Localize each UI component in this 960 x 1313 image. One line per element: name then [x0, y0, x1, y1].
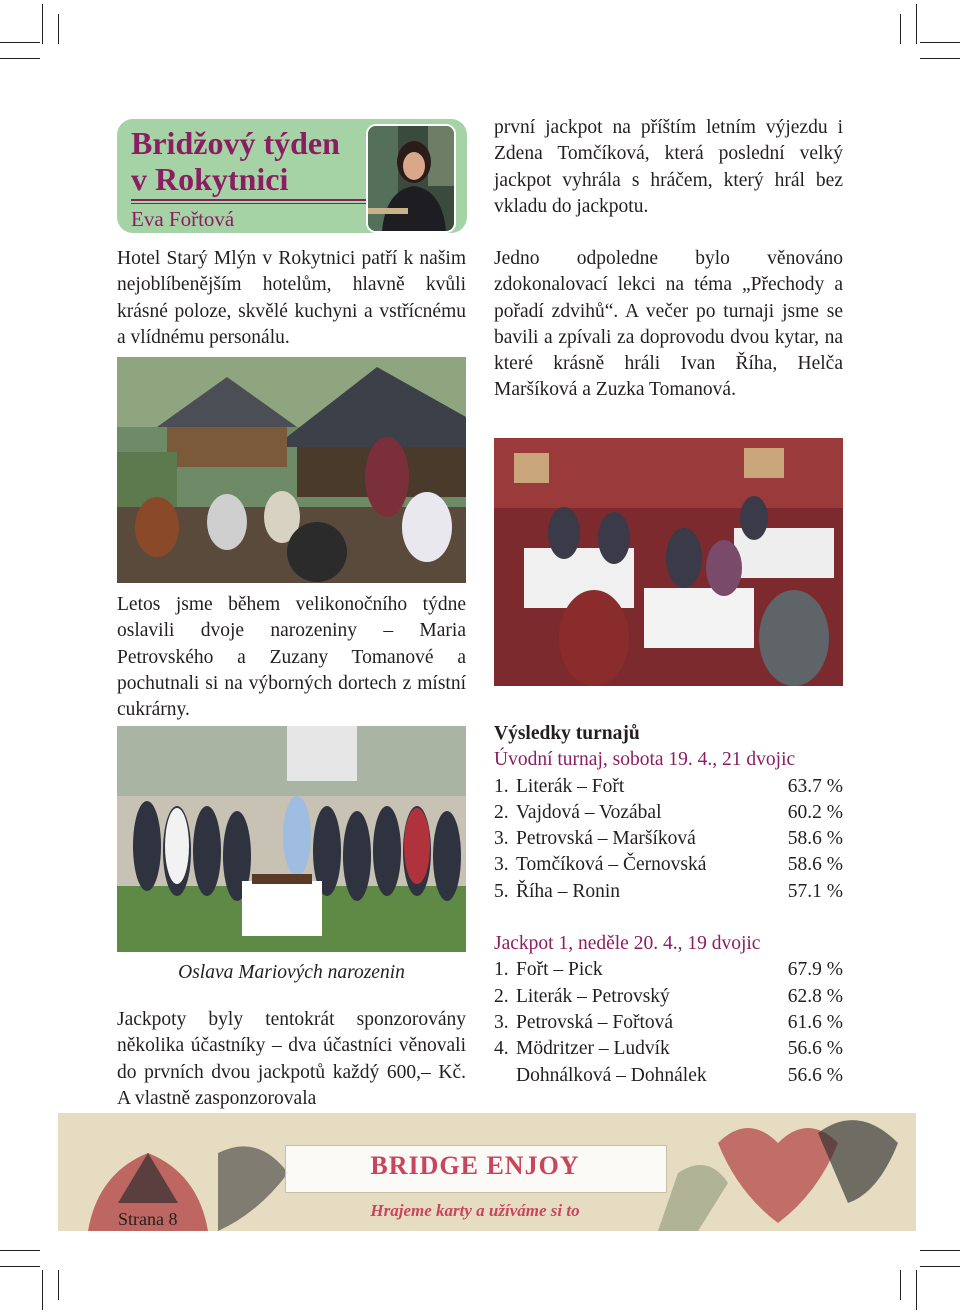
crop-mark — [900, 14, 901, 44]
result-rank: 1. — [494, 959, 509, 981]
photo-birthday-group — [117, 726, 466, 952]
article-title: Bridžový týden v Rokytnici — [131, 125, 340, 197]
easter-paragraph: Letos jsme během velikonočního týdne oslavili dvoje narozeniny – Maria Petrovského a Zuzany Tomanové a pochutnali si na výborných dortech z místní cukrárny. — [117, 594, 466, 721]
result-percent: 58.6 % — [787, 828, 843, 850]
result-names: Dohnálková – Dohnálek — [516, 1064, 707, 1086]
result-rank: 3. — [494, 828, 509, 850]
crop-mark — [0, 58, 40, 59]
result-names: Petrovská – Fořtová — [516, 1011, 674, 1033]
result-pair — [494, 774, 624, 800]
result-row — [494, 1036, 843, 1062]
result-rank: 4. — [494, 1038, 509, 1060]
result-names: Petrovská – Maršíková — [516, 828, 696, 850]
photo-bridge-room — [494, 438, 843, 686]
crop-mark — [920, 42, 960, 43]
result-rank: 3. — [494, 854, 509, 876]
result-names: Fořt – Pick — [516, 959, 603, 981]
result-row — [494, 984, 843, 1010]
result-rank: 1. — [494, 775, 509, 797]
results-heading: Výsledky turnajů — [494, 723, 640, 744]
result-percent: 67.9 % — [787, 959, 843, 981]
crop-mark — [58, 1270, 59, 1300]
photo-caption: Oslava Mariových narozenin — [178, 962, 405, 983]
crop-mark — [916, 1270, 917, 1310]
result-pair — [494, 1036, 670, 1062]
crop-mark — [42, 1270, 43, 1310]
result-row — [494, 826, 843, 852]
result-percent: 56.6 % — [787, 1038, 843, 1060]
result-pair — [494, 879, 620, 905]
result-row — [494, 879, 843, 905]
result-names: Mödritzer – Ludvík — [516, 1038, 670, 1060]
result-rank: 2. — [494, 801, 509, 823]
intro-paragraph: Hotel Starý Mlýn v Rokytnici patří k našim nejoblíbenějším hotelům, hlavně kvůli krásné poloze, skvělé kuchyni a vstřícnému a vlídnému personálu. — [117, 248, 466, 348]
tournament-2-title: Jackpot 1, neděle 20. 4., 19 dvojic — [494, 933, 761, 955]
result-row — [494, 774, 843, 800]
title-rule — [131, 203, 369, 204]
result-percent: 62.8 % — [787, 985, 843, 1007]
crop-mark — [0, 42, 40, 43]
result-names: Literák – Fořt — [516, 775, 625, 797]
result-pair — [494, 957, 603, 983]
result-percent: 56.6 % — [787, 1064, 843, 1086]
crop-mark — [920, 1250, 960, 1251]
jackpot-paragraph: Jackpoty byly tentokrát sponzorovány několika účastníky – dva účastníci věnovali do prvních dvou jackpotů každý 600,– Kč. A vlastně zasponzorovala — [117, 1009, 466, 1109]
tournament-1-title: Úvodní turnaj, sobota 19. 4., 21 dvojic — [494, 749, 796, 771]
result-names: Tomčíková – Černovská — [516, 854, 707, 876]
tournament-2-results — [494, 957, 843, 1088]
continuation-paragraph: první jackpot na příštím letním výjezdu i Zdena Tomčíková, která poslední velký jackpot vyhrála s hráčem, který hrál bez vkladu do jackpotu. — [494, 117, 843, 217]
crop-mark — [916, 4, 917, 44]
result-pair — [494, 984, 670, 1010]
result-pair — [494, 800, 662, 826]
crop-mark — [0, 1266, 40, 1267]
result-pair — [494, 852, 706, 878]
photo-hotel-terrace — [117, 357, 466, 583]
brand-name: BRIDGE ENJOY — [370, 1151, 580, 1180]
result-row — [494, 852, 843, 878]
crop-mark — [920, 58, 960, 59]
page-number: Strana 8 — [118, 1209, 178, 1229]
result-percent: 60.2 % — [787, 801, 843, 823]
result-row — [494, 1063, 843, 1089]
spacer — [494, 905, 843, 931]
results-section — [494, 721, 843, 1089]
result-rank: 3. — [494, 1011, 509, 1033]
result-names: Vajdová – Vozábal — [516, 801, 662, 823]
brand-slogan: Hrajeme karty a užíváme si to — [370, 1201, 580, 1220]
result-percent: 61.6 % — [787, 1011, 843, 1033]
crop-mark — [42, 4, 43, 44]
result-percent: 58.6 % — [787, 854, 843, 876]
title-rule — [131, 199, 369, 201]
result-rank: 5. — [494, 880, 509, 902]
result-row — [494, 1010, 843, 1036]
crop-mark — [900, 1270, 901, 1300]
result-rank: 2. — [494, 985, 509, 1007]
result-percent: 63.7 % — [787, 775, 843, 797]
crop-mark — [58, 14, 59, 44]
result-pair — [494, 1063, 707, 1089]
author-portrait — [366, 124, 456, 233]
tournament-1-results — [494, 774, 843, 905]
crop-mark — [920, 1266, 960, 1267]
result-pair — [494, 826, 696, 852]
result-pair — [494, 1010, 673, 1036]
result-row — [494, 800, 843, 826]
result-names: Říha – Ronin — [516, 880, 621, 902]
result-row — [494, 957, 843, 983]
crop-mark — [0, 1250, 40, 1251]
lesson-paragraph: Jedno odpoledne bylo věnováno zdokonalovací lekci na téma „Přechody a pořadí zdvihů“. A večer po turnaji jsme se bavili a zpívali za doprovodu dvou kytar, na které krásně hráli Ivan Říha, Helča Maršíková a Zuzka Tomanová. — [494, 248, 843, 401]
article-author: Eva Fořtová — [131, 207, 235, 231]
result-percent: 57.1 % — [787, 880, 843, 902]
result-names: Literák – Petrovský — [516, 985, 670, 1007]
